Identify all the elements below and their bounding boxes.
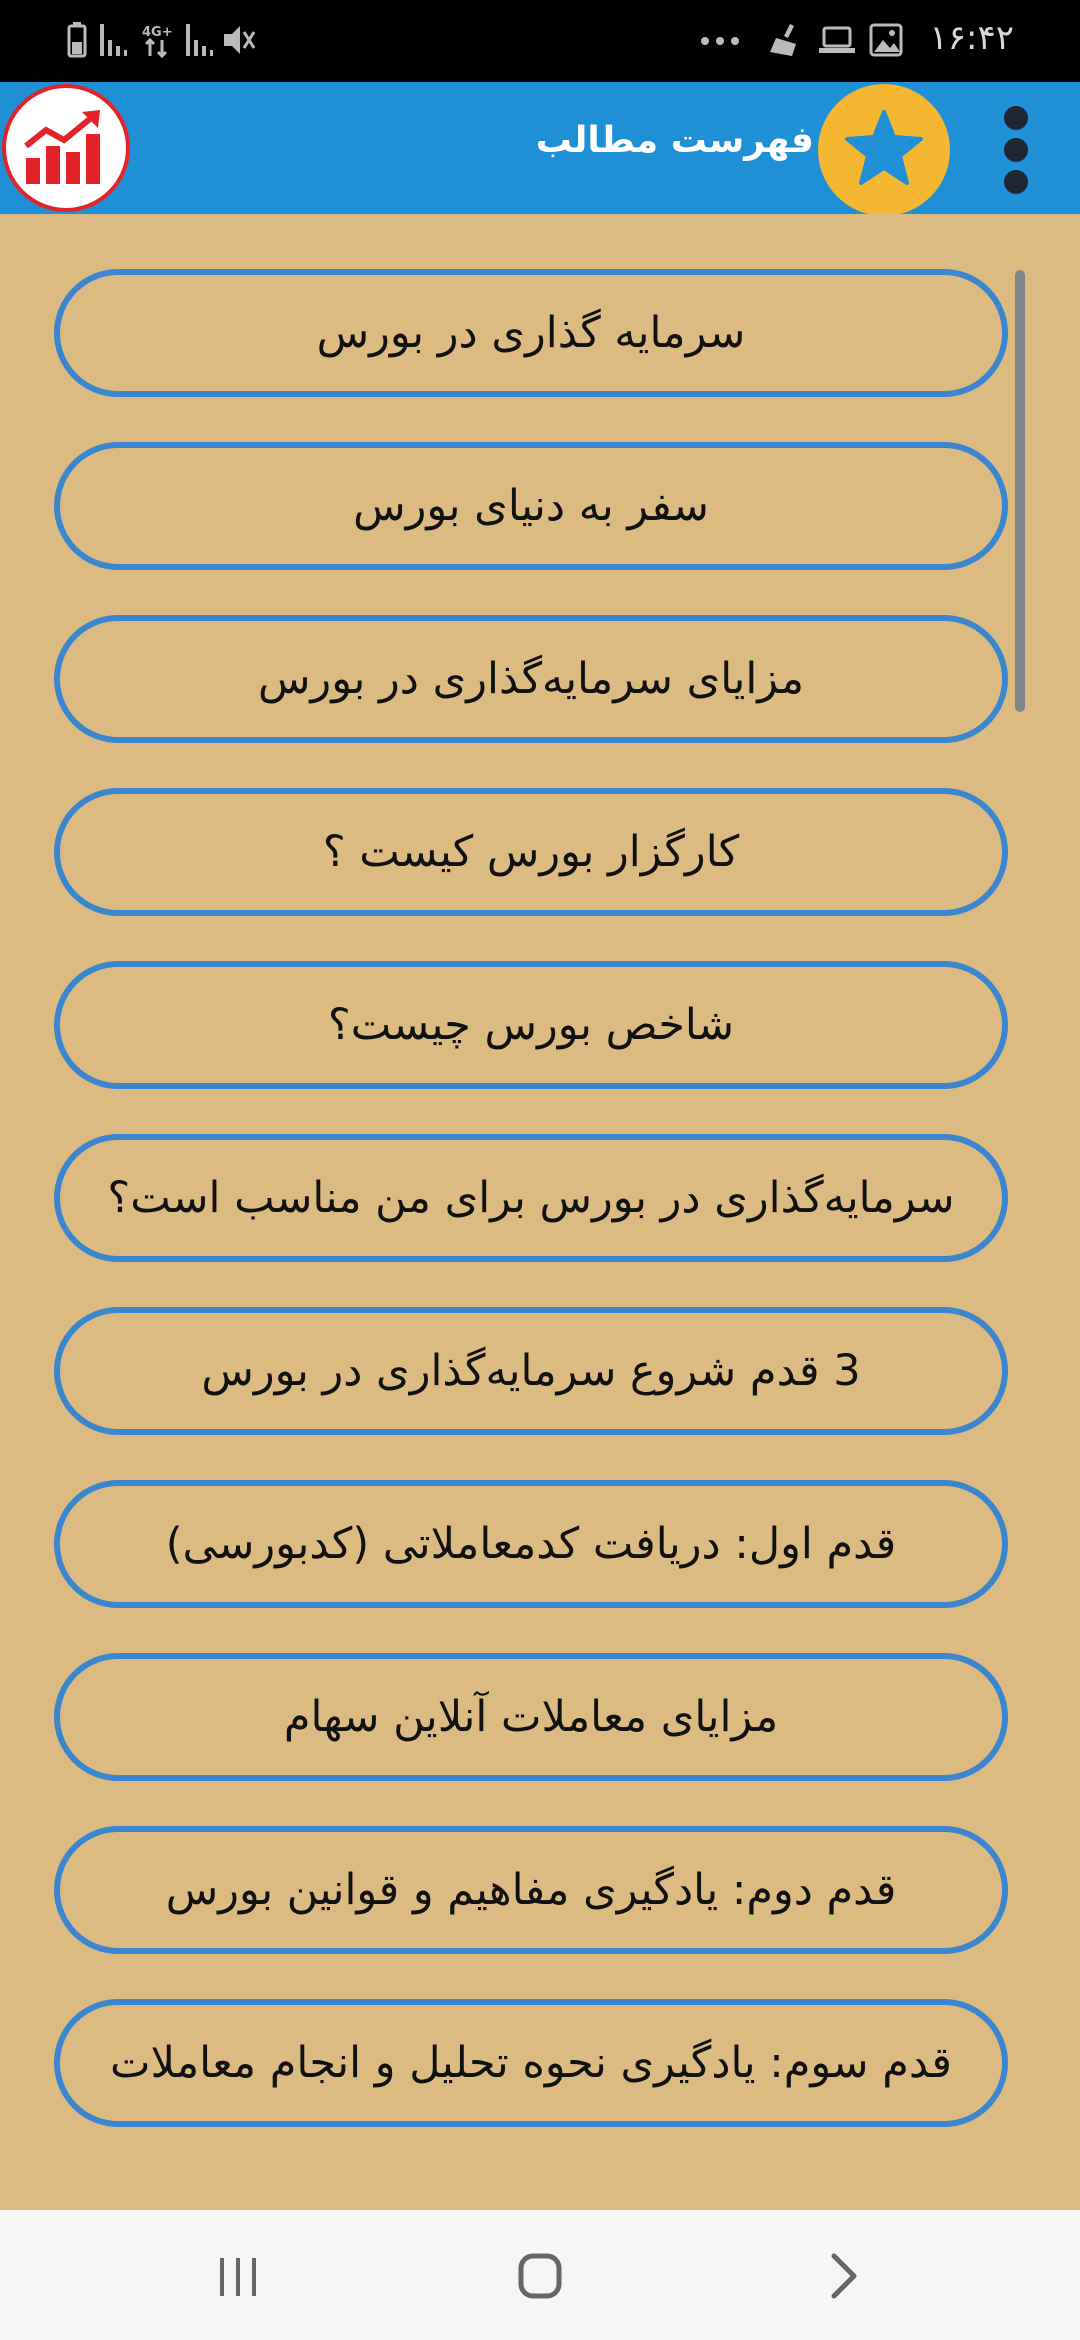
more-vert-icon: [1004, 106, 1028, 130]
list-item-label: شاخص بورس چیست؟: [327, 1000, 735, 1050]
list-item-label: سفر به دنیای بورس: [353, 481, 709, 531]
list-item-label: مزایای سرمایه‌گذاری در بورس: [257, 654, 805, 704]
list-item[interactable]: [54, 269, 1008, 397]
list-item[interactable]: [54, 1307, 1008, 1435]
home-button[interactable]: [500, 2238, 580, 2314]
list-item-label: 3 قدم شروع سرمایه‌گذاری در بورس: [201, 1346, 861, 1396]
scrollbar[interactable]: [1015, 270, 1025, 712]
list-item-label: کارگزار بورس کیست ؟: [322, 827, 740, 877]
network-4g-icon: [140, 22, 176, 58]
home-icon: [500, 2238, 580, 2314]
signal-icon: [98, 22, 128, 58]
app-bar: [0, 82, 1080, 214]
status-time: ۱۶:۴۲: [929, 18, 1014, 58]
muted-icon: [220, 22, 256, 58]
back-icon: [802, 2238, 882, 2314]
laptop-icon: [818, 22, 856, 58]
image-icon: [868, 22, 904, 58]
list-item[interactable]: [54, 1999, 1008, 2127]
list-item-label: قدم سوم: یادگیری نحوه تحلیل و انجام معاملات: [109, 2038, 952, 2088]
broom-icon: [768, 22, 804, 58]
status-bar: [0, 0, 1080, 82]
battery-icon: [66, 22, 88, 58]
navigation-bar: [0, 2210, 1080, 2340]
more-vert-button[interactable]: [996, 102, 1036, 198]
bar-chart-icon: [20, 106, 112, 190]
list-item-label: قدم دوم: یادگیری مفاهیم و قوانین بورس: [165, 1865, 897, 1915]
list-item-label: قدم اول: دریافت کدمعاملاتی (کدبورسی): [165, 1519, 897, 1569]
list-item[interactable]: [54, 1826, 1008, 1954]
list-item[interactable]: [54, 1653, 1008, 1781]
more-dots-icon: [700, 36, 740, 46]
list-item[interactable]: [54, 961, 1008, 1089]
list-item[interactable]: [54, 1134, 1008, 1262]
list-item[interactable]: [54, 442, 1008, 570]
back-button[interactable]: [802, 2238, 882, 2314]
list-item-label: مزایای معاملات آنلاین سهام: [283, 1692, 779, 1742]
list-item[interactable]: [54, 788, 1008, 916]
list-item-label: سرمایه گذاری در بورس: [316, 308, 746, 358]
recents-button[interactable]: [198, 2238, 278, 2314]
list-item[interactable]: [54, 1480, 1008, 1608]
more-vert-icon: [1004, 170, 1028, 194]
svg-text:4G+: 4G+: [142, 25, 173, 40]
star-icon: [840, 104, 928, 192]
page-title: فهرست مطالب: [535, 120, 814, 161]
list-item[interactable]: [54, 615, 1008, 743]
recents-icon: [198, 2238, 278, 2314]
favorite-button[interactable]: [818, 84, 950, 216]
more-vert-icon: [1004, 138, 1028, 162]
signal-icon: [184, 22, 214, 58]
topic-list[interactable]: [0, 214, 1080, 2204]
chart-button[interactable]: [2, 84, 130, 212]
list-item-label: سرمایه‌گذاری در بورس برای من مناسب است؟: [107, 1173, 955, 1223]
